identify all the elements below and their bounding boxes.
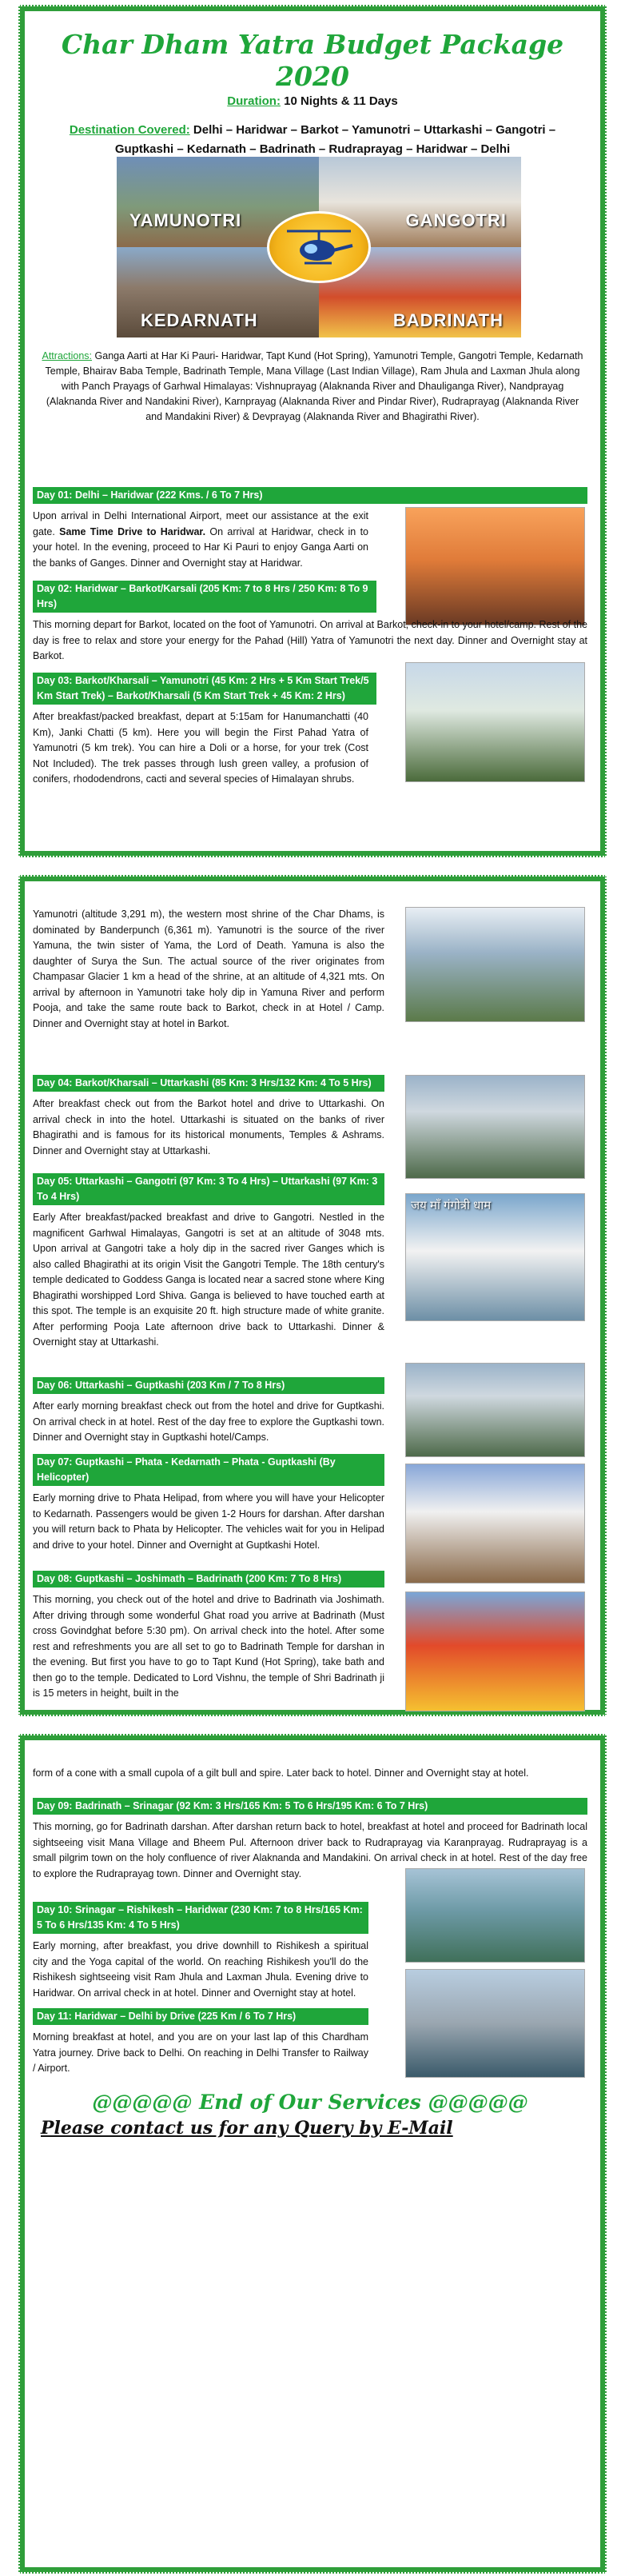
page-3: [18, 1734, 607, 2574]
uttarkashi-photo: [405, 1075, 585, 1179]
end-of-services: @@@@@ End of Our Services @@@@@: [92, 2091, 528, 2114]
page-2-content: [33, 889, 592, 1702]
badrinath-temple-photo: [405, 1592, 585, 1711]
page-1-content: [33, 19, 592, 843]
day-11-heading: Day 11: Haridwar – Delhi by Drive (225 Km / 6 To 7 Hrs): [33, 2008, 368, 2025]
day-1-text-b: On arrival at Haridwar, check in to your hotel. In the evening, proceed to Har Ki Pauri to enjoy Ganga Aarti on the banks of Ganges. Dinner and Overnight stay at Haridwar.: [33, 525, 368, 569]
day-3-text-continued: Yamunotri (altitude 3,291 m), the western most shrine of the Char Dhams, is dominated by Banderpunch (6,361 m). Yamunotri is the source of the river Yamuna, the twin sister of Yama, the Lord of Death. Yamuna is also the daughter of Surya the Sun. The actual source of the river originates from Champasar Glacier 1 km a head of the shrine, at an altitude of 4,321 mts. On arrival by afternoon in Yamunotri take holy dip in Yamuna River and perform Pooja, and take the same route back to Barkot, check in at Hotel / Camp. Dinner and Overnight stay at hotel in Barkot.: [33, 909, 384, 1029]
page-3-content: [33, 1748, 592, 2559]
gangotri-photo-caption: जय माँ गंगोत्री धाम: [411, 1199, 492, 1212]
duration-label: Duration:: [227, 94, 281, 108]
day-9-heading: Day 09: Badrinath – Srinagar (92 Km: 3 Hrs/165 Km: 5 To 6 Hrs/195 Km: 6 To 7 Hrs): [33, 1798, 587, 1815]
day-3-heading: Day 03: Barkot/Kharsali – Yamunotri (45 Km: 2 Hrs + 5 Km Start Trek/5 Km Start Trek) – Barkot/Kharsali (5 Km Start Trek + 45 Km: 2 Hrs): [33, 673, 376, 705]
attractions-label: Attractions:: [42, 350, 93, 361]
yamunotri-photo-2: [405, 907, 585, 1022]
day-1-heading: Day 01: Delhi – Haridwar (222 Kms. / 6 To 7 Hrs): [33, 487, 587, 504]
page-2: [18, 875, 607, 1716]
day-5-heading: Day 05: Uttarkashi – Gangotri (97 Km: 3 To 4 Hrs) – Uttarkashi (97 Km: 3 To 4 Hrs): [33, 1173, 384, 1205]
day-6-text: After early morning breakfast check out from the hotel and drive for Guptkashi. On arrival check in at hotel. Rest of the day free to explore the Guptkashi town. Dinner and Overnight stay in Guptkashi hotel/Camps.: [33, 1400, 384, 1443]
day-10-text: Early morning, after breakfast, you drive downhill to Rishikesh a spiritual city and the Yoga capital of the world. On reaching Rishikesh you'll do the Rishikesh sightseeing visit Ram Jhula and Laxman Jhula. Evening drive to Haridwar. On arrival check in at hotel. Dinner and Overnight stay at hotel.: [33, 1940, 368, 1999]
attractions-paragraph: [39, 349, 586, 425]
destination-value: Delhi – Haridwar – Barkot – Yamunotri – Uttarkashi – Gangotri – Guptkashi – Kedarnath – Badrinath – Rudraprayag – Haridwar – Delhi: [114, 123, 556, 156]
hero-collage: [117, 157, 521, 337]
badrinath-label: BADRINATH: [392, 310, 504, 330]
day-11-text: Morning breakfast at hotel, and you are on your last lap of this Chardham Yatra journey. Drive back to Delhi. On reaching in Delhi Transfer to Railway / Airport.: [33, 2031, 368, 2074]
day-11-section: [33, 2008, 368, 2077]
kedarnath-temple-photo: [405, 1464, 585, 1584]
day-10-heading: Day 10: Srinagar – Rishikesh – Haridwar (230 Km: 7 to 8 Hrs/165 Km: 5 To 6 Hrs/135 Km: 4 To 5 Hrs): [33, 1902, 368, 1934]
day-8-heading: Day 08: Guptkashi – Joshimath – Badrinath (200 Km: 7 To 8 Hrs): [33, 1571, 384, 1588]
page-1: [18, 5, 607, 857]
helicopter-glyph: [269, 214, 368, 281]
day-2-text: This morning depart for Barkot, located on the foot of Yamunotri. On arrival at Barkot, check-in to your hotel/camp. Rest of the day is free to relax and store your energy for the Pahad (Hill) Yatra of Yamunotri the next day. Dinner and Overnight stay at Barkot.: [33, 619, 587, 661]
rishikesh-photo: [405, 1969, 585, 2078]
day-2-heading: Day 02: Haridwar – Barkot/Karsali (205 Km: 7 to 8 Hrs / 250 Km: 8 To 9 Hrs): [33, 581, 376, 613]
day-5-text: Early After breakfast/packed breakfast and drive to Gangotri. Nestled in the magnificent Garhwal Himalayas, Gangotri is set at an altitude of 3048 mts. Upon arrival at Gangotri take a holy dip in the sacred river Ganges which is also called Bhagirathi at its origin Visit the Gangotri Temple. The 18th century's temple dedicated to Goddess Ganga is located near a sacred stone where King Bhagirathi worshipped Lord Shiva. Ganga is believed to have touched earth at this spot. The temple is an exquisite 20 ft. high structure made of white granite. After performing Pooja Late afternoon drive back to Uttarkashi. Dinner & Overnight stay at Uttarkashi.: [33, 1212, 384, 1348]
day-7-section: [33, 1454, 384, 1553]
helicopter-icon: [267, 211, 371, 283]
day-8-section: [33, 1571, 384, 1702]
contact-line: Please contact us for any Query by E-Mail: [41, 2118, 453, 2139]
day-6-heading: Day 06: Uttarkashi – Guptkashi (203 Km / 7 To 8 Hrs): [33, 1377, 384, 1394]
day-9-text: This morning, go for Badrinath darshan. After darshan return back to hotel, breakfast at hotel and proceed for Badrinath local sightseeing visit Mana Village and Bheem Pul. Afternoon driver back to Rudraprayag via Karanprayag. Rudraprayag is a small pilgrim town on the holy confluence of river Alaknanda and Mandakini. On arrival check in at hotel. Rest of the day free to explore the Rudraprayag town. Dinner and Overnight stay.: [33, 1821, 587, 1879]
page-title: Char Dham Yatra Budget Package 2020: [61, 29, 564, 92]
destination-label: Destination Covered:: [69, 123, 190, 137]
day-4-section: [33, 1075, 384, 1159]
destination-line: [65, 121, 560, 159]
day-4-text: After breakfast check out from the Barkot hotel and drive to Uttarkashi. On arrival check in into the hotel. Uttarkashi is situated on the banks of river Bhagirathi and is famous for its historical monuments, Temples & Ashrams. Dinner and Overnight stay at Uttarkashi.: [33, 1098, 384, 1156]
day-2-section: [33, 581, 587, 665]
duration-line: [33, 93, 592, 110]
campsite-photo: [405, 662, 585, 782]
day-4-heading: Day 04: Barkot/Kharsali – Uttarkashi (85 Km: 3 Hrs/132 Km: 4 To 5 Hrs): [33, 1075, 384, 1092]
day-3-text: After breakfast/packed breakfast, depart at 5:15am for Hanumanchatti (40 Km), Janki Chatti (5 km). Here you will begin the First Pahad Yatra of Yamunotri (5 km trek). You can hire a Doli or a horse, for your trek (Cost Not Included). The trek passes through lush green valley, a profusion of conifers, rhododendrons, cacti and several species of Himalayan shrubs.: [33, 711, 368, 785]
day-7-text: Early morning drive to Phata Helipad, from where you will have your Helicopter to Kedarnath. Passengers would be given 1-2 Hours for darshan. After darshan you will return back to Phata by Helicopter. The vehicles wait for you in Helipad and drive to your hotel. Dinner and Overnight at Guptkashi Hotel.: [33, 1492, 384, 1551]
gangotri-temple-photo: [405, 1193, 585, 1321]
day-1-text-a: Upon arrival in Delhi International Airport, meet our assistance at the exit gate.: [33, 510, 368, 537]
rudraprayag-photo: [405, 1868, 585, 1963]
guptkashi-photo: [405, 1363, 585, 1457]
day-1-text-bold: Same Time Drive to Haridwar.: [59, 525, 206, 537]
attractions-text: Ganga Aarti at Har Ki Pauri- Haridwar, Tapt Kund (Hot Spring), Yamunotri Temple, Gangotri Temple, Kedarnath Temple, Bhairav Baba Temple, Badrinath Temple, Mana Village (Last Indian Village), Ram Jhula and Laxman Jhula along with Panch Prayags of Garhwal Himalayas: Vishnuprayag (Alaknanda River and Dhauliganga River), Nandprayag (Alaknanda River and Nandakini River), Karnprayag (Alaknanda River and Pindar River), Rudraprayag (Alaknanda River and Mandakini River) & Devprayag (Alaknanda River and Bhagirathi River).: [45, 350, 583, 422]
day-1-text: [33, 509, 368, 571]
day-8-text: This morning, you check out of the hotel and drive to Badrinath via Joshimath. After driving through some wonderful Ghat road you arrive at Badrinath (Must cross Govindghat before 5:30 pm). On arrival check into the hotel. After some rest and refreshments you are all set to go to Badrinath Temple for darshan in the evening. But first you have to go to Tapt Kund (Hot Spring), take bath and then go to the temple. Dedicated to Lord Vishnu, the temple of Shri Badrinath ji is 15 meters in height, built in the: [33, 1594, 384, 1699]
day-10-section: [33, 1902, 368, 2001]
yamunotri-label: YAMUNOTRI: [129, 210, 242, 230]
duration-value: 10 Nights & 11 Days: [284, 94, 398, 108]
day-5-section: [33, 1173, 384, 1351]
day-6-section: [33, 1377, 384, 1446]
gangotri-label: GANGOTRI: [405, 210, 507, 230]
day-7-heading: Day 07: Guptkashi – Phata - Kedarnath – Phata - Guptkashi (By Helicopter): [33, 1454, 384, 1486]
day-8-text-continued: form of a cone with a small cupola of a gilt bull and spire. Later back to hotel. Dinner and Overnight stay at hotel.: [33, 1767, 529, 1779]
kedarnath-label: KEDARNATH: [141, 310, 258, 330]
